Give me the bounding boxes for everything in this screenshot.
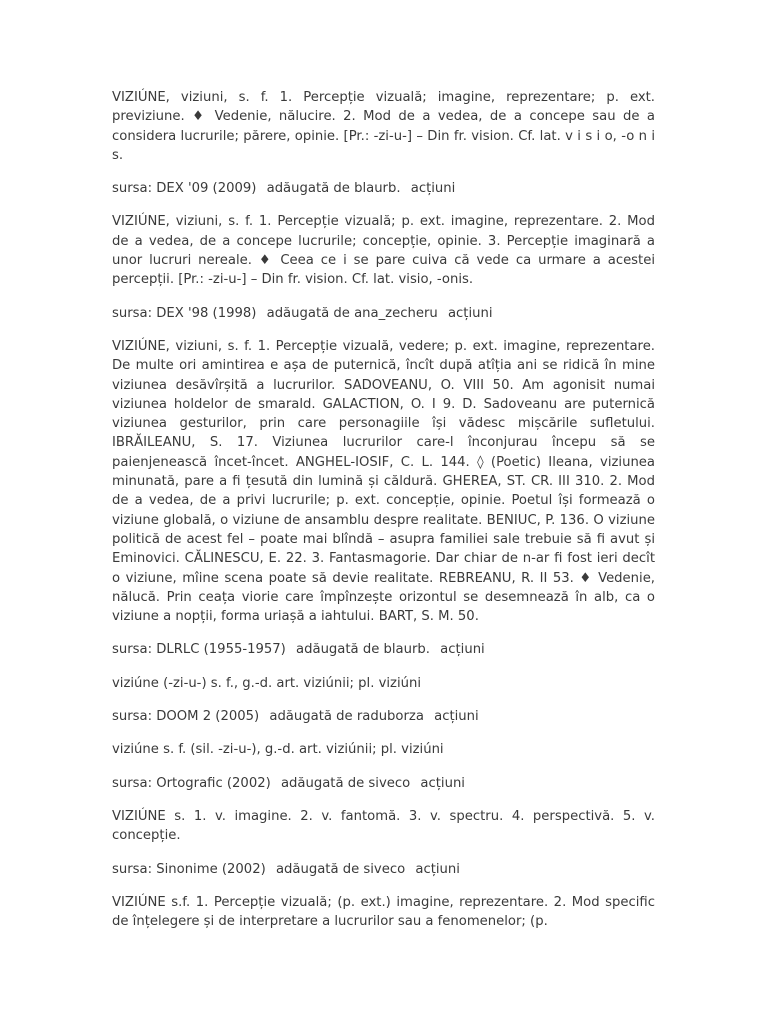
- source-label: sursa: Sinonime (2002): [112, 861, 266, 877]
- added-by-label: adăugată de raduborza: [269, 709, 424, 725]
- definition-truncated: VIZIÚNE s.f. 1. Percepție vizuală; (p. ext.) imagine, reprezentare. 2. Mod specific de înțelegere și de interpretare a lucrurilor sau a fenomenelor; (p.: [112, 894, 655, 930]
- source-label: sursa: DEX '98 (1998): [112, 305, 257, 321]
- added-by-label: adăugată de siveco: [275, 861, 406, 877]
- actions-link[interactable]: acțiuni: [420, 775, 465, 791]
- source-line-ortografic: [112, 774, 655, 793]
- source-label: sursa: DOOM 2 (2005): [112, 709, 260, 725]
- added-by-label: adăugată de blaurb.: [266, 181, 401, 197]
- added-by-label: adăugată de ana_zecheru: [266, 305, 438, 321]
- added-by-label: adăugată de blaurb.: [296, 642, 430, 658]
- actions-link[interactable]: acțiuni: [440, 642, 485, 658]
- source-line-sinonime: [112, 860, 655, 879]
- definition-doom2: viziúne (-zi-u-) s. f., g.-d. art. viziúnii; pl. viziúni: [112, 675, 422, 691]
- source-line-dex09: [112, 179, 655, 198]
- source-line-dex98: [112, 304, 655, 323]
- definition-dex09: VIZIÚNE, viziuni, s. f. 1. Percepție vizuală; imagine, reprezentare; p. ext. previziune. ♦ Vedenie, nălucire. 2. Mod de a vedea, de a concepe sau de a considera lucrurile; părere, opinie. [Pr.: -zi-u-] – Din fr. vision. Cf. lat. v i s i o, -o n i s.: [112, 90, 655, 163]
- actions-link[interactable]: acțiuni: [410, 181, 456, 197]
- actions-link[interactable]: acțiuni: [415, 861, 460, 877]
- definition-dex98: VIZIÚNE, viziuni, s. f. 1. Percepție vizuală; p. ext. imagine, reprezentare. 2. Mod de a vedea, de a concepe lucrurile; concepție, opinie. 3. Percepție imaginară a unor lucruri nereale. ♦ Ceea ce i se pare cuiva că vede ca urmare a acestei percepții. [Pr.: -zi-u-] – Din fr. vision. Cf. lat. visio, -onis.: [112, 214, 655, 288]
- added-by-label: adăugată de siveco: [280, 775, 411, 791]
- definition-ortografic: viziúne s. f. (sil. -zi-u-), g.-d. art. viziúnii; pl. viziúni: [112, 742, 444, 758]
- source-line-doom2: [112, 707, 655, 726]
- source-label: sursa: Ortografic (2002): [112, 775, 271, 791]
- actions-link[interactable]: acțiuni: [447, 305, 493, 321]
- source-line-dlrlc: [112, 640, 655, 659]
- actions-link[interactable]: acțiuni: [434, 709, 479, 725]
- definition-sinonime: VIZIÚNE s. 1. v. imagine. 2. v. fantomă. 3. v. spectru. 4. perspectivă. 5. v. concepție.: [112, 808, 655, 844]
- source-label: sursa: DEX '09 (2009): [112, 181, 257, 197]
- definition-dlrlc: VIZIÚNE, viziuni, s. f. 1. Percepție vizuală, vedere; p. ext. imagine, reprezentare. De multe ori amintirea e așa de puternică, încît după atîția ani se ridică în mine viziunea desăvîrșită a lucrurilor. SADOVEANU, O. VIII 50. Am agonisit numai viziunea holdelor de smarald. GALACTION, O. I 9. D. Sadoveanu are puternică viziunea gesturilor, prin care personagiile își vădesc mișcările sufletului. IBRĂILEANU, S. 17. Viziunea lucrurilor care-l înconjurau începu să se paienjenească încet-încet. ANGHEL-IOSIF, C. L. 144. ◊ (Poetic) Ileana, viziunea minunată, pare a fi țesută din lumină și căldură. GHEREA, ST. CR. III 310. 2. Mod de a vedea, de a privi lucrurile; p. ext. concepție, opinie. Poetul își formează o viziune globală, o viziune de ansamblu despre realitate. BENIUC, P. 136. O viziune politică de acest fel – poate mai blîndă – asupra familiei sale trebuie să fi avut și Eminovici. CĂLINESCU, E. 22. 3. Fantasmagorie. Dar chiar de n-ar fi fost ieri decît o viziune, mîine scena poate să devie realitate. REBREANU, R. II 53. ♦ Vedenie, nălucă. Prin ceața viorie care împînzește orizontul se desemnează în alb, ca o viziune a nopții, forma uriașă a iahtului. BART, S. M. 50.: [112, 338, 655, 625]
- source-label: sursa: DLRLC (1955-1957): [112, 642, 286, 658]
- document-page: [112, 88, 655, 945]
